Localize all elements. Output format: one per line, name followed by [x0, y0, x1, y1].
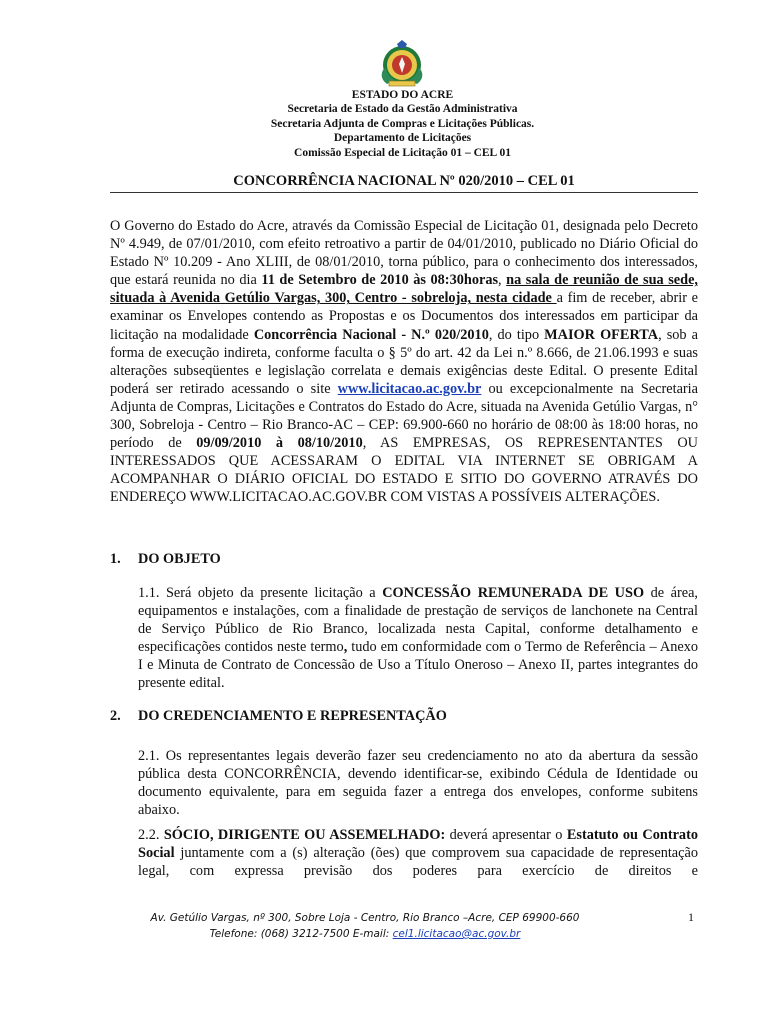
state-name: ESTADO DO ACRE	[351, 89, 454, 101]
secretariat-name: Secretaria de Estado da Gestão Administrativa	[287, 103, 518, 116]
letterhead	[150, 88, 655, 160]
page-number: 1	[688, 910, 694, 924]
section-2-1-paragraph: 2.1. Os representantes legais deverão fazer seu credenciamento no ato da abertura da sessão pública desta CONCORRÊNCIA, devendo identificar-se, exibindo Cédula de Identidade ou documento equivalente, para em seguida fazer a entrega dos envelopes, conforme subitens abaixo.	[138, 748, 698, 819]
section-1-number: 1.	[110, 551, 121, 567]
footer-address: Av. Getúlio Vargas, nº 300, Sobre Loja - Centro, Rio Branco –Acre, CEP 69900-660	[150, 912, 580, 924]
title-divider	[110, 192, 698, 193]
intro-paragraph: O Governo do Estado do Acre, através da Comissão Especial de Licitação 01, designada pelo Decreto Nº 4.949, de 07/01/2010, com efeito retroativo a partir de 04/01/2010, publicado no Diário Oficial do Estado Nº 10.209 - Ano XLIII, de 08/01/2010, torna público, para o conhecimento dos interessados, que estará reunida no dia 11 de Setembro de 2010 às 08:30horas, na sala de reunião de sua sede, situada à Avenida Getúlio Vargas, 300, Centro - sobreloja, nesta cidade a fim de receber, abrir e examinar os Envelopes contendo as Propostas e os Documentos dos interessados em participar da licitação na modalidade Concorrência Nacional - N.º 020/2010, do tipo MAIOR OFERTA, sob a forma de execução indireta, conforme faculta o § 5º do art. 42 da Lei n.º 8.666, de 21.06.1993 e suas alterações subseqüentes e legislação correlata e demais exigências deste Edital. O presente Edital poderá ser retirado acessando o site www.licitacao.ac.gov.br ou excepcionalmente na Secretaria Adjunta de Compras, Licitações e Contratos do Estado do Acre, situada na Avenida Getúlio Vargas, n° 300, Sobreloja - Centro – Rio Branco-AC – CEP: 69.900-660 no horário de 08:00 às 18:00 horas, no período de 09/09/2010 à 08/10/2010, AS EMPRESAS, OS REPRESENTANTES OU INTERESSADOS QUE ACESSARAM O EDITAL VIA INTERNET SE OBRIGAM A ACOMPANHAR O DIÁRIO OFICIAL DO ESTADO E SITIO DO GOVERNO ATRAVÉS DO ENDEREÇO WWW.LICITACAO.AC.GOV.BR COM VISTAS A POSSÍVEIS ALTERAÇÕES.	[110, 218, 698, 506]
document-title: CONCORRÊNCIA NACIONAL Nº 020/2010 – CEL 01	[233, 173, 575, 189]
section-2-2-paragraph: 2.2. SÓCIO, DIRIGENTE OU ASSEMELHADO: deverá apresentar o Estatuto ou Contrato Social juntamente com a (s) alteração (ões) que comprovem sua capacidade de representação legal, com expressa previsão dos poderes para exercício de direitos e	[138, 827, 698, 880]
section-2-number: 2.	[110, 708, 121, 724]
footer-contact: Telefone: (068) 3212-7500 E-mail: cel1.licitacao@ac.gov.br	[209, 928, 521, 940]
section-1-1-paragraph: 1.1. Será objeto da presente licitação a CONCESSÃO REMUNERADA DE USO de área, equipamentos e instalações, com a finalidade de prestação de serviços de lanchonete na Central de Serviço Público de Rio Branco, localizada nesta Capital, conforme detalhamento e especificações contidos neste termo, tudo em conformidade com o Termo de Referência – Anexo I e Minuta de Contrato de Concessão de Uso a Título Oneroso – Anexo II, partes integrantes do presente edital.	[138, 585, 699, 692]
page-footer	[140, 910, 590, 942]
section-1-title: DO OBJETO	[138, 551, 221, 567]
footer-email-link[interactable]: cel1.licitacao@ac.gov.br	[392, 928, 521, 940]
section-2-title: DO CREDENCIAMENTO E REPRESENTAÇÃO	[138, 708, 447, 724]
adjunct-secretariat-name: Secretaria Adjunta de Compras e Licitações Públicas.	[270, 117, 535, 130]
website-link[interactable]: www.licitacao.ac.gov.br	[337, 380, 482, 397]
commission-name: Comissão Especial de Licitação 01 – CEL 01	[294, 146, 511, 159]
state-coat-of-arms-icon	[377, 40, 427, 90]
department-name: Departamento de Licitações	[333, 132, 472, 145]
